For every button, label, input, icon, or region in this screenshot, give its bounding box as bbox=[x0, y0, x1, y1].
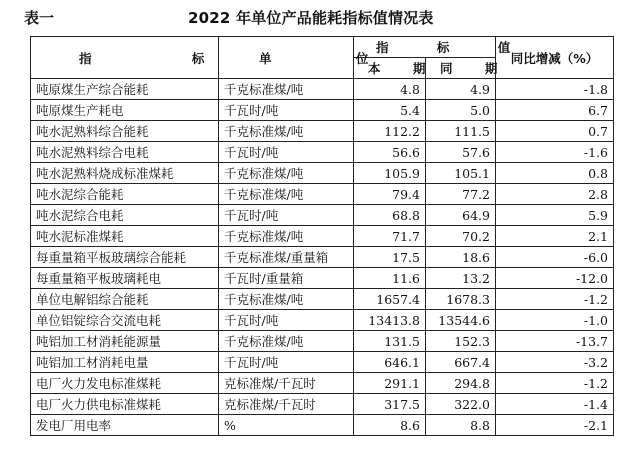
table-row bbox=[31, 247, 614, 268]
table-row bbox=[31, 310, 614, 331]
indicator-cell: 吨铝加工材消耗电量 bbox=[31, 352, 219, 373]
yoy-change-cell: -12.0 bbox=[496, 268, 614, 289]
current-value-cell: 291.1 bbox=[354, 373, 426, 394]
indicator-cell: 电厂火力发电标准煤耗 bbox=[31, 373, 219, 394]
unit-cell: 千克标准煤/吨 bbox=[219, 331, 354, 352]
current-value-cell: 68.8 bbox=[354, 205, 426, 226]
header-current: 本 期 bbox=[354, 58, 426, 79]
previous-value-cell: 111.5 bbox=[426, 121, 496, 142]
yoy-change-cell: -1.8 bbox=[496, 79, 614, 100]
current-value-cell: 13413.8 bbox=[354, 310, 426, 331]
previous-value-cell: 64.9 bbox=[426, 205, 496, 226]
previous-value-cell: 13.2 bbox=[426, 268, 496, 289]
header-unit: 单 位 bbox=[219, 37, 354, 79]
unit-cell: 千克标准煤/吨 bbox=[219, 226, 354, 247]
unit-cell: 千瓦时/重量箱 bbox=[219, 268, 354, 289]
table-title: 2022 年单位产品能耗指标值情况表 bbox=[188, 9, 434, 27]
indicator-cell: 吨水泥标准煤耗 bbox=[31, 226, 219, 247]
header-yoy: 同比增减（%） bbox=[496, 37, 614, 79]
yoy-change-cell: 0.8 bbox=[496, 163, 614, 184]
unit-cell: 千瓦时/吨 bbox=[219, 100, 354, 121]
table-row bbox=[31, 121, 614, 142]
header-previous: 同 期 bbox=[426, 58, 496, 79]
indicator-cell: 吨水泥综合电耗 bbox=[31, 205, 219, 226]
header-value-group: 指 标 值 bbox=[354, 37, 496, 58]
unit-cell: 千瓦时/吨 bbox=[219, 142, 354, 163]
current-value-cell: 11.6 bbox=[354, 268, 426, 289]
yoy-change-cell: 6.7 bbox=[496, 100, 614, 121]
current-value-cell: 317.5 bbox=[354, 394, 426, 415]
previous-value-cell: 57.6 bbox=[426, 142, 496, 163]
unit-cell: 千克标准煤/吨 bbox=[219, 184, 354, 205]
current-value-cell: 17.5 bbox=[354, 247, 426, 268]
previous-value-cell: 13544.6 bbox=[426, 310, 496, 331]
table-row bbox=[31, 415, 614, 436]
unit-cell: 千克标准煤/吨 bbox=[219, 289, 354, 310]
indicator-cell: 吨水泥熟料综合电耗 bbox=[31, 142, 219, 163]
energy-consumption-table bbox=[30, 36, 614, 436]
previous-value-cell: 105.1 bbox=[426, 163, 496, 184]
indicator-cell: 吨水泥熟料烧成标准煤耗 bbox=[31, 163, 219, 184]
table-row bbox=[31, 289, 614, 310]
unit-cell: 千瓦时/吨 bbox=[219, 352, 354, 373]
unit-cell: 千克标准煤/吨 bbox=[219, 163, 354, 184]
yoy-change-cell: -3.2 bbox=[496, 352, 614, 373]
table-row bbox=[31, 352, 614, 373]
table-row bbox=[31, 205, 614, 226]
table-label: 表一 bbox=[24, 9, 55, 27]
indicator-cell: 发电厂用电率 bbox=[31, 415, 219, 436]
yoy-change-cell: 2.8 bbox=[496, 184, 614, 205]
current-value-cell: 112.2 bbox=[354, 121, 426, 142]
yoy-change-cell: -1.6 bbox=[496, 142, 614, 163]
title-row bbox=[0, 4, 641, 32]
table-row bbox=[31, 226, 614, 247]
unit-cell: 千瓦时/吨 bbox=[219, 205, 354, 226]
indicator-cell: 吨原煤生产耗电 bbox=[31, 100, 219, 121]
current-value-cell: 131.5 bbox=[354, 331, 426, 352]
previous-value-cell: 8.8 bbox=[426, 415, 496, 436]
current-value-cell: 71.7 bbox=[354, 226, 426, 247]
table-row bbox=[31, 184, 614, 205]
indicator-cell: 单位电解铝综合能耗 bbox=[31, 289, 219, 310]
yoy-change-cell: 5.9 bbox=[496, 205, 614, 226]
previous-value-cell: 4.9 bbox=[426, 79, 496, 100]
table-row bbox=[31, 100, 614, 121]
yoy-change-cell: -2.1 bbox=[496, 415, 614, 436]
previous-value-cell: 152.3 bbox=[426, 331, 496, 352]
yoy-change-cell: 2.1 bbox=[496, 226, 614, 247]
unit-cell: 千克标准煤/吨 bbox=[219, 79, 354, 100]
previous-value-cell: 322.0 bbox=[426, 394, 496, 415]
previous-value-cell: 667.4 bbox=[426, 352, 496, 373]
indicator-cell: 电厂火力供电标准煤耗 bbox=[31, 394, 219, 415]
unit-cell: 克标准煤/千瓦时 bbox=[219, 373, 354, 394]
yoy-change-cell: -6.0 bbox=[496, 247, 614, 268]
indicator-cell: 每重量箱平板玻璃综合能耗 bbox=[31, 247, 219, 268]
table-row bbox=[31, 268, 614, 289]
yoy-change-cell: -1.4 bbox=[496, 394, 614, 415]
previous-value-cell: 1678.3 bbox=[426, 289, 496, 310]
indicator-cell: 每重量箱平板玻璃耗电 bbox=[31, 268, 219, 289]
current-value-cell: 1657.4 bbox=[354, 289, 426, 310]
table-row bbox=[31, 373, 614, 394]
previous-value-cell: 77.2 bbox=[426, 184, 496, 205]
indicator-cell: 吨水泥综合能耗 bbox=[31, 184, 219, 205]
indicator-cell: 单位铝锭综合交流电耗 bbox=[31, 310, 219, 331]
current-value-cell: 4.8 bbox=[354, 79, 426, 100]
unit-cell: % bbox=[219, 415, 354, 436]
yoy-change-cell: -13.7 bbox=[496, 331, 614, 352]
previous-value-cell: 5.0 bbox=[426, 100, 496, 121]
indicator-cell: 吨原煤生产综合能耗 bbox=[31, 79, 219, 100]
table-row bbox=[31, 163, 614, 184]
table-row bbox=[31, 394, 614, 415]
yoy-change-cell: -1.0 bbox=[496, 310, 614, 331]
table-row bbox=[31, 79, 614, 100]
current-value-cell: 5.4 bbox=[354, 100, 426, 121]
previous-value-cell: 294.8 bbox=[426, 373, 496, 394]
current-value-cell: 8.6 bbox=[354, 415, 426, 436]
current-value-cell: 56.6 bbox=[354, 142, 426, 163]
indicator-cell: 吨水泥熟料综合能耗 bbox=[31, 121, 219, 142]
current-value-cell: 105.9 bbox=[354, 163, 426, 184]
unit-cell: 千克标准煤/重量箱 bbox=[219, 247, 354, 268]
table-body bbox=[31, 79, 614, 436]
yoy-change-cell: -1.2 bbox=[496, 289, 614, 310]
header-indicator: 指 标 bbox=[31, 37, 219, 79]
previous-value-cell: 70.2 bbox=[426, 226, 496, 247]
unit-cell: 克标准煤/千瓦时 bbox=[219, 394, 354, 415]
indicator-cell: 吨铝加工材消耗能源量 bbox=[31, 331, 219, 352]
previous-value-cell: 18.6 bbox=[426, 247, 496, 268]
current-value-cell: 646.1 bbox=[354, 352, 426, 373]
current-value-cell: 79.4 bbox=[354, 184, 426, 205]
unit-cell: 千瓦时/吨 bbox=[219, 310, 354, 331]
table-row bbox=[31, 142, 614, 163]
unit-cell: 千克标准煤/吨 bbox=[219, 121, 354, 142]
yoy-change-cell: 0.7 bbox=[496, 121, 614, 142]
table-row bbox=[31, 331, 614, 352]
yoy-change-cell: -1.2 bbox=[496, 373, 614, 394]
